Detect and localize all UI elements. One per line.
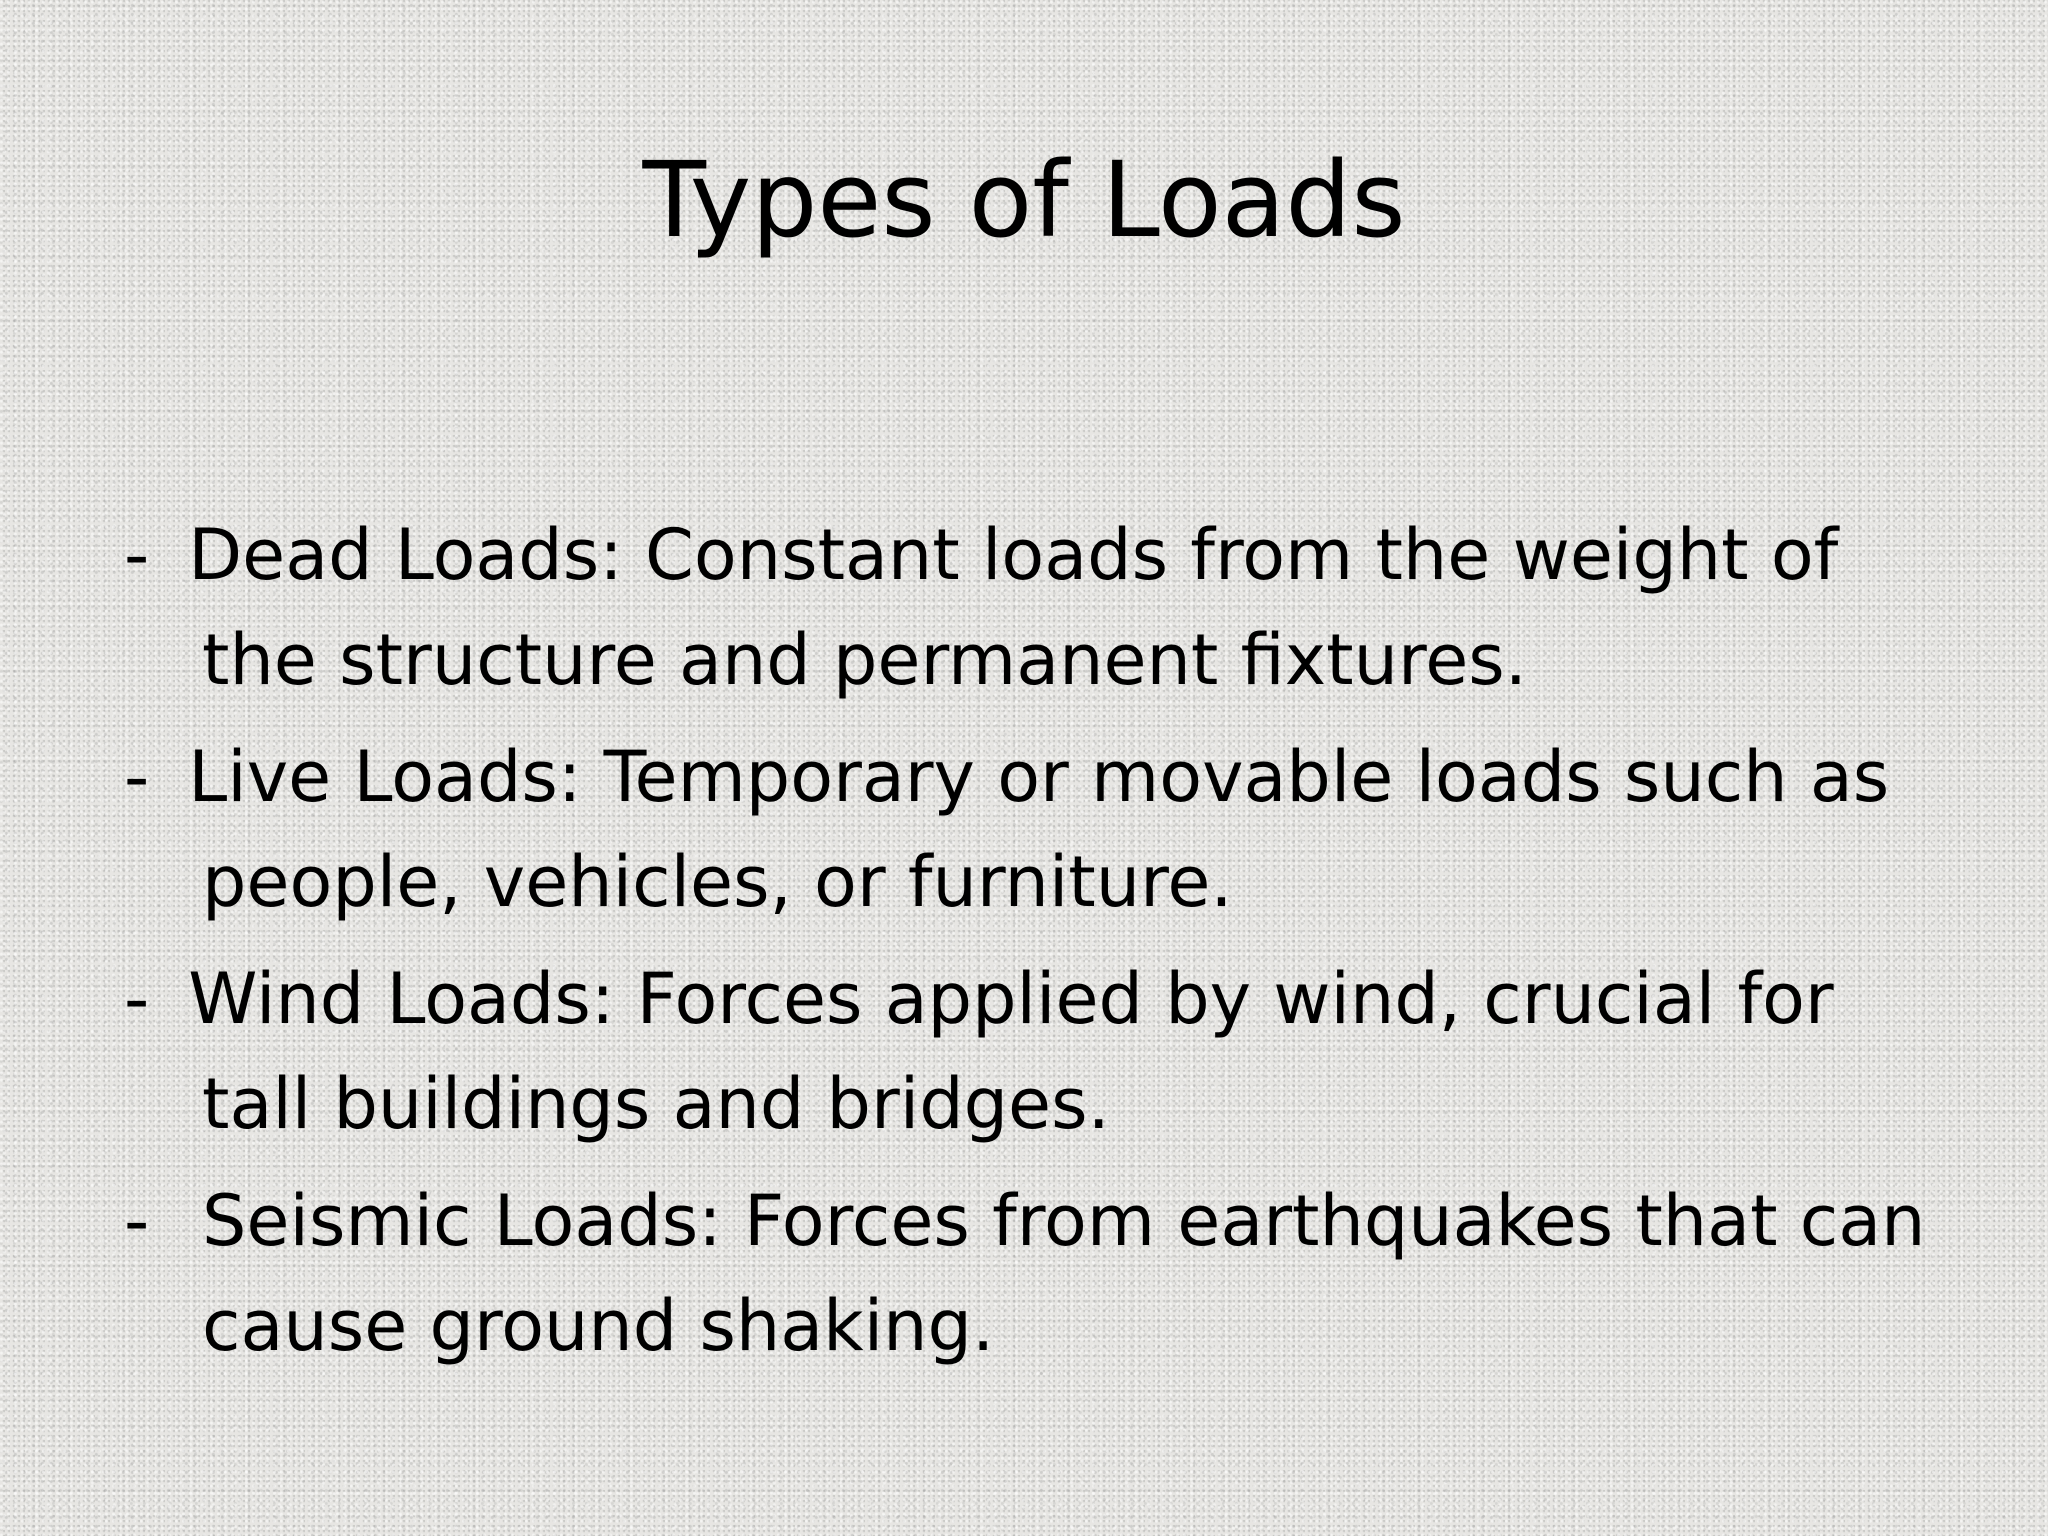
bullet-marker: - [124,736,150,818]
bullet-text: Live Loads: Temporary or movable loads such as [188,736,1890,818]
bullet-marker: - [124,514,150,596]
bullet-marker: - [124,1180,150,1262]
bullet-list [124,503,1954,1391]
slide-title: Types of Loads [642,139,1406,261]
bullet-marker: - [124,958,150,1040]
bullet-text: Dead Loads: Constant loads from the weight of [188,514,1839,596]
bullet-text-continuation: tall buildings and bridges. [202,1063,1110,1145]
bullet-text-continuation: cause ground shaking. [202,1285,995,1367]
bullet-text-line [166,503,1954,608]
bullet-text-line [166,947,1954,1052]
bullet-text: Seismic Loads: Forces from earthquakes that can [202,1180,1926,1262]
bullet-item-live-loads [124,725,1954,935]
bullet-text-line [166,725,1954,830]
bullet-item-wind-loads [124,947,1954,1157]
bullet-item-seismic-loads [124,1169,1954,1379]
bullet-item-dead-loads [124,503,1954,713]
bullet-text-continuation: people, vehicles, or furniture. [202,841,1233,923]
bullet-text: Wind Loads: Forces applied by wind, crucial for [188,958,1834,1040]
bullet-text-continuation: the structure and permanent fixtures. [202,619,1527,701]
